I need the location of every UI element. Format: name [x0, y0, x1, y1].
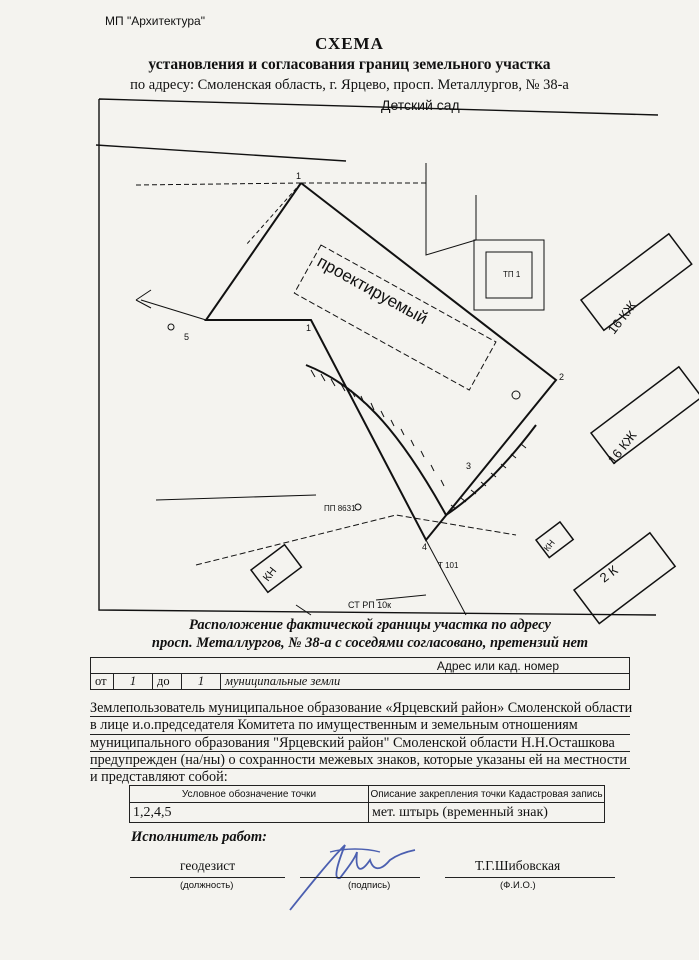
- kn-left-label: КН: [260, 565, 280, 584]
- point-4-label: 4: [422, 542, 428, 552]
- owner-line-3: муниципального образования "Ярцевский район" Смоленской области Н.Н.Осташкова: [90, 735, 630, 752]
- name-caption: (Ф.И.О.): [500, 880, 536, 891]
- marks-header-row: [130, 786, 605, 803]
- address-line: по адресу: Смоленская область, г. Ярцево, просп. Металлургов, № 38-а: [130, 77, 569, 93]
- marks-col-points: Условное обозначение точки: [130, 786, 369, 803]
- kj-right-label: 16 КЖ: [604, 427, 640, 467]
- caption-line-2: просп. Металлургов, № 38-а с соседями согласовано, претензий нет: [151, 635, 589, 651]
- boundary-marks-table: [129, 785, 605, 823]
- to-value: 1: [182, 674, 221, 690]
- owner-line-4: предупрежден (на/ны) о сохранности межевых знаков, которые указаны ей на местности: [90, 752, 630, 769]
- kn-right-label: КН: [541, 537, 557, 554]
- executor-title: Исполнитель работ:: [131, 829, 267, 845]
- owner-line-2: в лице и.о.председателя Комитета по имущественным и земельным отношениям: [90, 717, 630, 734]
- name-line: [445, 876, 615, 878]
- position-line: [130, 876, 285, 878]
- signature-caption: (подпись): [348, 880, 391, 891]
- site-plan-map: [96, 95, 640, 615]
- executor-position: геодезист: [180, 858, 236, 873]
- from-value: 1: [114, 674, 153, 690]
- neighbors-table: [90, 657, 630, 690]
- point-1-label: 1: [296, 171, 302, 181]
- document-title: СХЕМА: [315, 34, 384, 53]
- point-2-label: 2: [559, 372, 565, 382]
- pp-label: ПП 8631: [324, 504, 356, 513]
- owner-line-5: и представляют собой:: [90, 769, 228, 786]
- marks-col-description: Описание закрепления точки Кадастровая запись: [369, 786, 605, 803]
- marks-description: мет. штырь (временный знак): [369, 803, 605, 823]
- tp1-label: ТП 1: [503, 270, 521, 279]
- signature-line: [300, 876, 420, 878]
- t101-label: Т 101: [438, 561, 459, 570]
- to-label: до: [153, 674, 182, 690]
- from-label: от: [91, 674, 114, 690]
- owner-line-1: Землепользователь муниципальное образование «Ярцевский район» Смоленской области: [90, 700, 633, 716]
- position-caption: (должность): [180, 880, 234, 891]
- marks-row: [130, 803, 605, 823]
- signature-image: [285, 830, 425, 920]
- point-5-label: 5: [184, 332, 190, 342]
- k2-label: 2 К: [596, 562, 621, 586]
- lot-label: 1: [306, 323, 312, 333]
- document-subtitle: установления и согласования границ земельного участка: [148, 56, 551, 73]
- neighbors-header: Адрес или кад. номер: [91, 658, 630, 674]
- neighbors-header-row: [91, 658, 630, 674]
- owner-paragraph: [90, 700, 633, 786]
- point-3-label: 3: [466, 461, 472, 471]
- neighbor-owner: муниципальные земли: [221, 674, 630, 690]
- kindergarten-label: Детский сад: [381, 97, 460, 113]
- st-label: СТ РП 10к: [348, 600, 392, 610]
- neighbors-row: [91, 674, 630, 690]
- organization-name: МП "Архитектура": [105, 14, 205, 28]
- kj-top-label: 16 КЖ: [604, 297, 640, 337]
- projected-label: проектируемый: [314, 251, 431, 329]
- caption-line-1: Расположение фактической границы участка по адресу: [189, 617, 551, 633]
- executor-name: Т.Г.Шибовская: [475, 858, 561, 873]
- marks-points: 1,2,4,5: [130, 803, 369, 823]
